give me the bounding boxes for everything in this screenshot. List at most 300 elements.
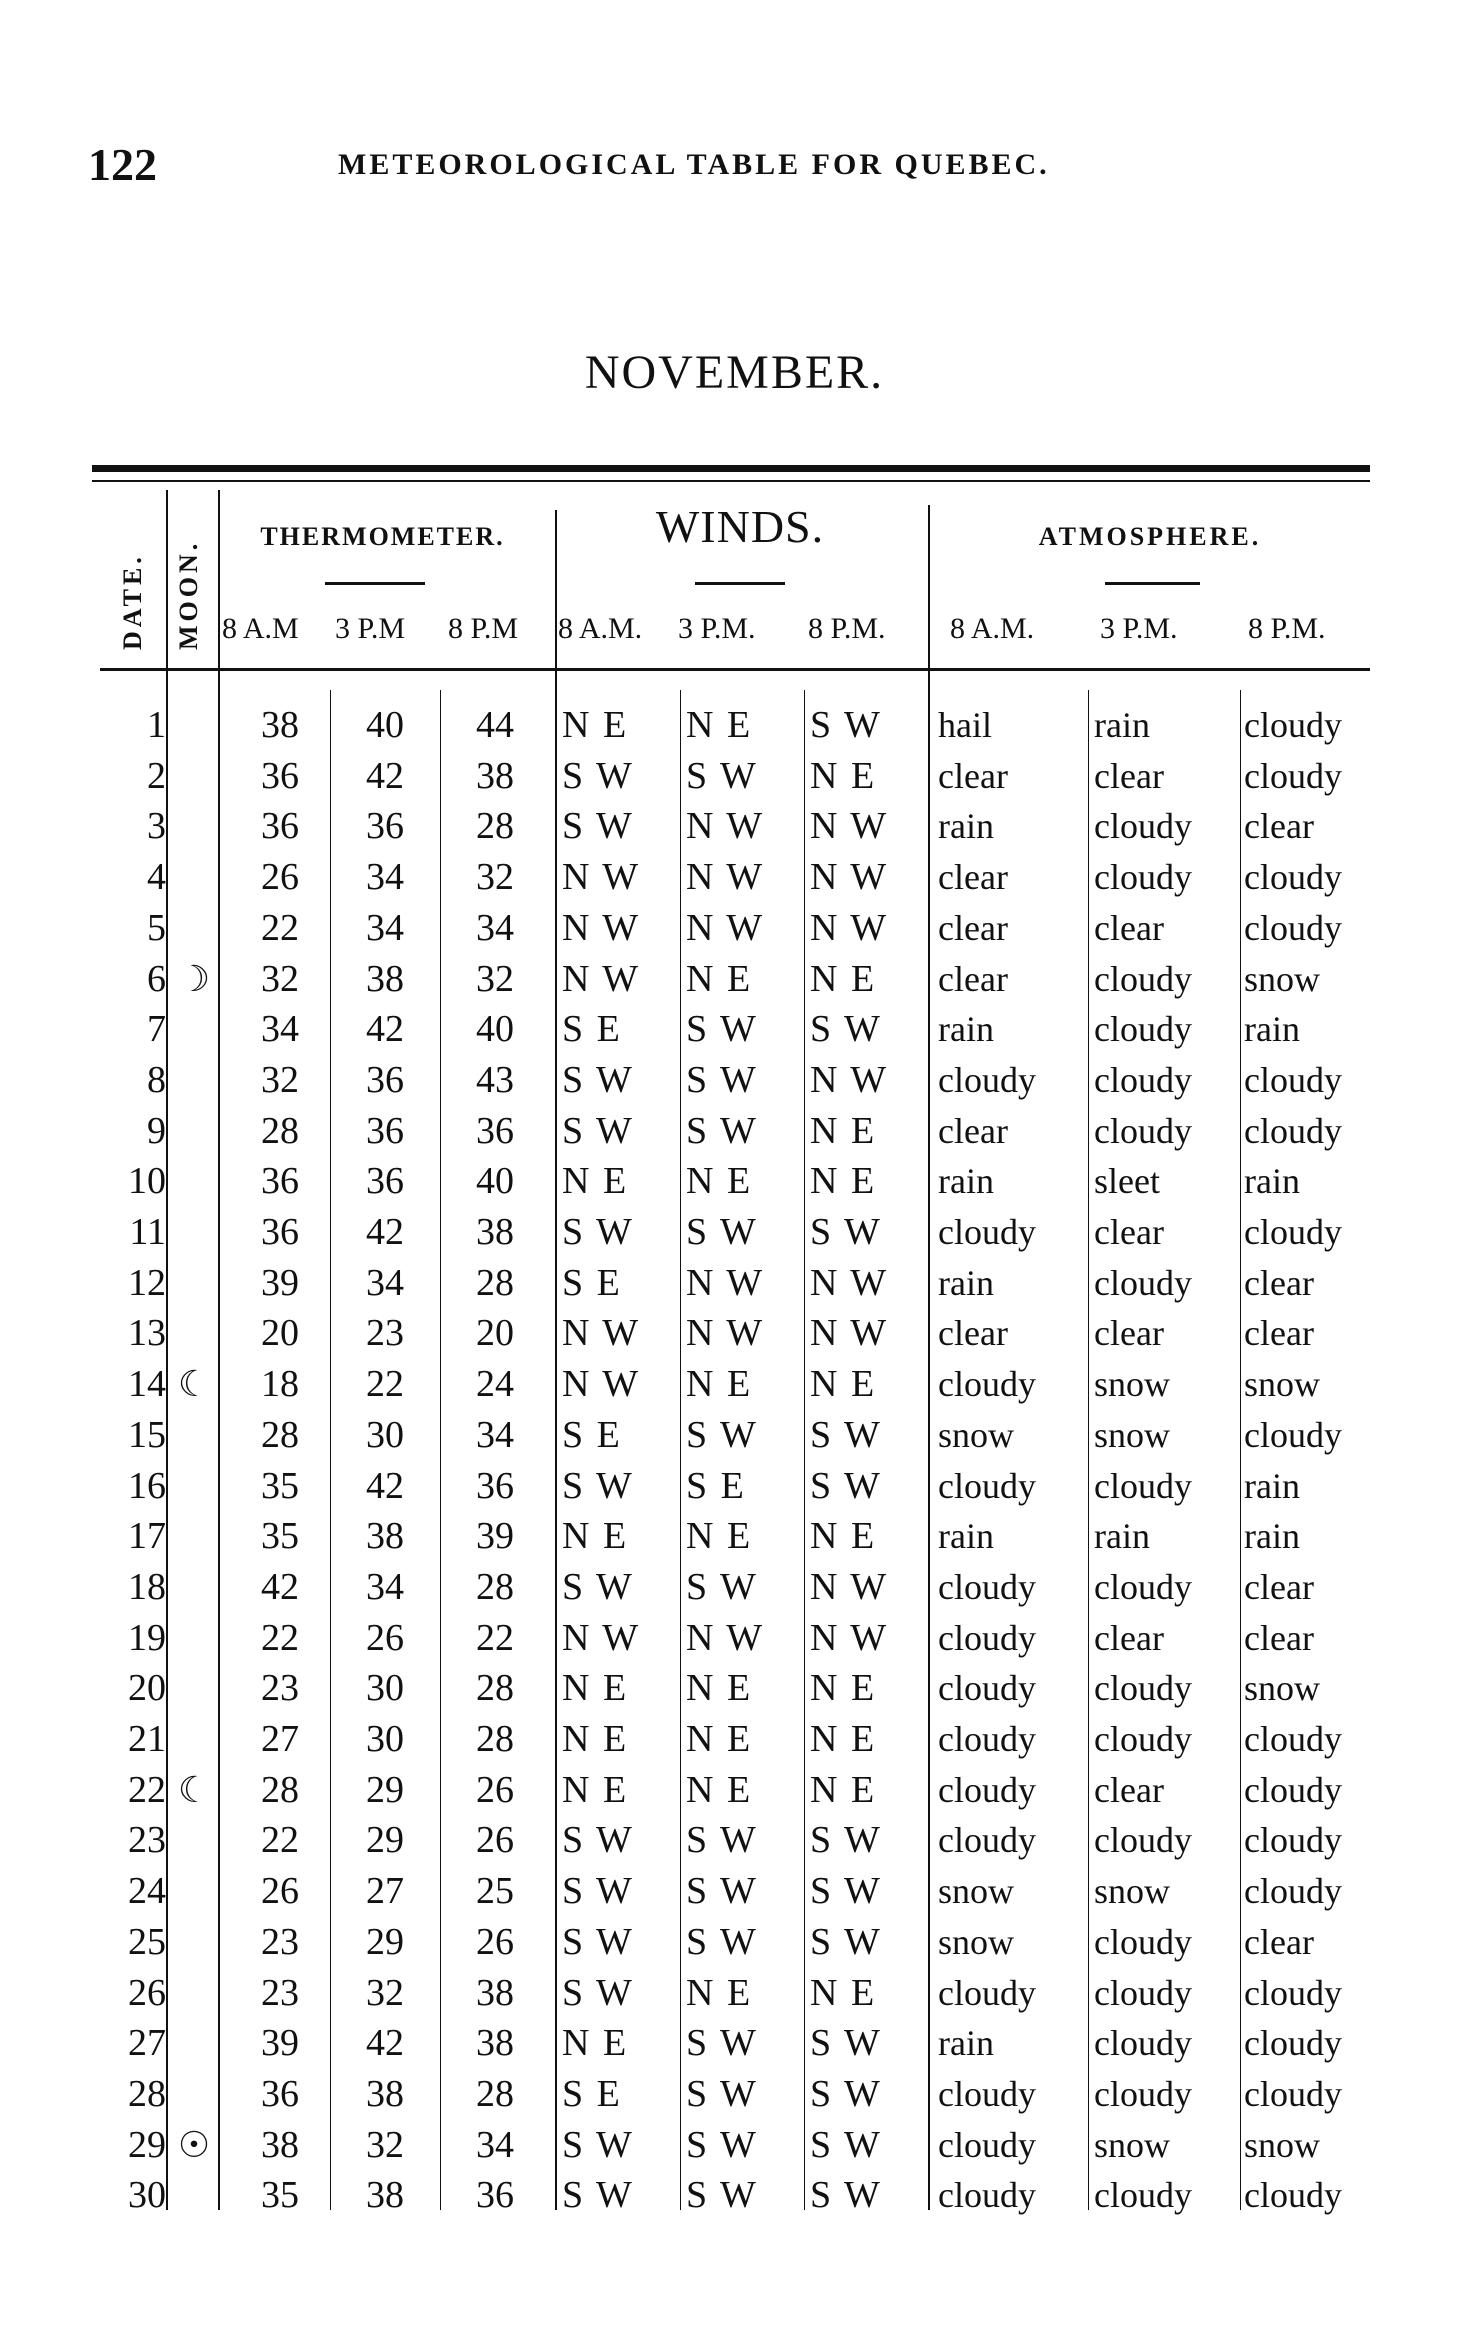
atmosphere-3pm-cell: clear (1094, 1769, 1164, 1810)
moon-phase-cell (172, 700, 216, 750)
wind-8pm-cell: N E (810, 1667, 877, 1710)
thermometer-8pm-cell: 36 (476, 2174, 514, 2217)
thermometer-time-8pm: 8 P.M (448, 612, 519, 645)
wind-8am-cell: N E (562, 1667, 629, 1710)
wind-8am-cell: N E (562, 704, 629, 746)
atmosphere-8am-cell: rain (938, 806, 994, 847)
running-head: METEOROLOGICAL TABLE FOR QUEBEC. (338, 148, 1050, 181)
thermometer-8am-cell: 35 (261, 2174, 299, 2217)
wind-3pm-cell: N E (686, 1667, 753, 1710)
atmosphere-8am-cell: cloudy (938, 1668, 1036, 1709)
thermometer-header: THERMOMETER. (260, 522, 505, 551)
date-cell: 4 (147, 856, 166, 899)
wind-3pm-cell: S W (686, 1008, 758, 1051)
wind-8pm-cell: N E (810, 1971, 877, 2014)
wind-8am-cell: S W (562, 805, 634, 848)
wind-3pm-cell: N W (686, 1616, 765, 1659)
thermometer-3pm-cell: 29 (366, 1920, 404, 1963)
moon-phase-cell (172, 1004, 216, 1054)
atmosphere-8pm-cell: clear (1244, 1617, 1314, 1658)
thermometer-time-8am: 8 A.M (222, 612, 299, 645)
thermometer-8am-cell: 22 (261, 1819, 299, 1862)
wind-8am-cell: S W (562, 1565, 634, 1608)
atmosphere-3pm-cell: sleet (1094, 1161, 1160, 1202)
atmosphere-8pm-cell: cloudy (1244, 1059, 1342, 1100)
atmosphere-3pm-cell: rain (1094, 705, 1150, 745)
thermometer-3pm-cell: 38 (366, 2072, 404, 2115)
table-row (0, 2120, 1469, 2170)
winds-time-8am: 8 A.M. (558, 612, 643, 645)
atmosphere-8am-cell: clear (938, 958, 1008, 999)
thermometer-8am-cell: 26 (261, 856, 299, 899)
thermometer-8am-cell: 28 (261, 1109, 299, 1152)
wind-8am-cell: S W (562, 1211, 634, 1253)
wind-8pm-cell: N E (810, 1363, 877, 1406)
wind-8pm-cell: S W (810, 1870, 882, 1913)
table-row (0, 903, 1469, 953)
thermometer-8pm-cell: 38 (476, 1971, 514, 2014)
wind-8pm-cell: N W (810, 1565, 889, 1608)
thermometer-8am-cell: 32 (261, 957, 299, 1000)
wind-8am-cell: S E (562, 1413, 622, 1456)
atmosphere-header-dash (1105, 582, 1200, 585)
month-title: NOVEMBER. (584, 346, 885, 399)
atmosphere-3pm-cell: rain (1094, 1516, 1150, 1557)
atmosphere-8am-cell: cloudy (938, 1465, 1036, 1506)
wind-3pm-cell: N W (686, 805, 765, 848)
thermometer-8pm-cell: 39 (476, 1515, 514, 1558)
atmosphere-3pm-cell: snow (1094, 2124, 1171, 2165)
date-cell: 16 (128, 1464, 166, 1507)
date-column-header: DATE. (118, 553, 147, 650)
thermometer-8am-cell: 22 (261, 906, 299, 949)
thermometer-3pm-cell: 42 (366, 754, 404, 797)
wind-8pm-cell: N W (810, 1312, 889, 1355)
wind-3pm-cell: N E (686, 1160, 753, 1203)
table-row (0, 1714, 1469, 1764)
date-cell: 9 (147, 1109, 166, 1152)
moon-phase-cell (172, 1207, 216, 1257)
atmosphere-3pm-cell: cloudy (1094, 2073, 1192, 2114)
atmosphere-3pm-cell: cloudy (1094, 2175, 1192, 2216)
thermometer-8am-cell: 36 (261, 805, 299, 848)
atmosphere-3pm-cell: cloudy (1094, 2023, 1192, 2064)
table-row (0, 1004, 1469, 1054)
date-cell: 12 (128, 1261, 166, 1304)
wind-8am-cell: N W (562, 1363, 641, 1406)
thermometer-8pm-cell: 38 (476, 1211, 514, 1253)
wind-8am-cell: N E (562, 1718, 629, 1760)
table-row (0, 1968, 1469, 2018)
thermometer-8am-cell: 26 (261, 1870, 299, 1913)
atmosphere-3pm-cell: cloudy (1094, 857, 1192, 898)
atmosphere-8pm-cell: cloudy (1244, 1871, 1342, 1912)
wind-3pm-cell: N E (686, 1971, 753, 2014)
atmosphere-8pm-cell: cloudy (1244, 755, 1342, 796)
date-cell: 22 (128, 1768, 166, 1811)
atmosphere-8pm-cell: cloudy (1244, 1110, 1342, 1151)
atmosphere-3pm-cell: cloudy (1094, 1820, 1192, 1861)
wind-8am-cell: N W (562, 957, 641, 1000)
date-cell: 15 (128, 1413, 166, 1456)
thermometer-8pm-cell: 25 (476, 1870, 514, 1913)
date-cell: 7 (147, 1008, 166, 1051)
atmosphere-3pm-cell: clear (1094, 1313, 1164, 1354)
thermometer-8am-cell: 36 (261, 1160, 299, 1203)
winds-time-3pm: 3 P.M. (678, 612, 756, 645)
atmosphere-8am-cell: cloudy (938, 1769, 1036, 1810)
atmosphere-8pm-cell: cloudy (1244, 1769, 1342, 1810)
thermometer-8pm-cell: 34 (476, 906, 514, 949)
moon-phase-cell (172, 1156, 216, 1206)
date-cell: 14 (128, 1363, 166, 1406)
wind-8am-cell: S W (562, 1920, 634, 1963)
atmosphere-8am-cell: cloudy (938, 2175, 1036, 2216)
date-cell: 10 (128, 1160, 166, 1203)
moon-phase-cell: ☽ (177, 958, 211, 999)
date-cell: 20 (128, 1667, 166, 1710)
atmosphere-8pm-cell: rain (1244, 1465, 1300, 1506)
wind-8pm-cell: N E (810, 1718, 877, 1760)
thermometer-3pm-cell: 34 (366, 856, 404, 899)
atmosphere-3pm-cell: cloudy (1094, 1921, 1192, 1962)
moon-phase-cell: ☉ (177, 2124, 211, 2165)
moon-phase-cell (172, 2018, 216, 2068)
atmosphere-3pm-cell: clear (1094, 907, 1164, 948)
thermometer-3pm-cell: 36 (366, 1109, 404, 1152)
wind-3pm-cell: S W (686, 1920, 758, 1963)
thermometer-3pm-cell: 27 (366, 1870, 404, 1913)
date-cell: 18 (128, 1565, 166, 1608)
atmosphere-8am-cell: rain (938, 1009, 994, 1050)
wind-3pm-cell: N E (686, 1768, 753, 1811)
thermometer-8am-cell: 36 (261, 2072, 299, 2115)
date-cell: 23 (128, 1819, 166, 1862)
atmosphere-8pm-cell: rain (1244, 1009, 1300, 1050)
atmosphere-8pm-cell: cloudy (1244, 1972, 1342, 2013)
date-cell: 17 (128, 1515, 166, 1558)
moon-phase-cell (172, 1917, 216, 1967)
moon-phase-cell (172, 1613, 216, 1663)
wind-3pm-cell: S W (686, 1109, 758, 1152)
atmosphere-3pm-cell: cloudy (1094, 1972, 1192, 2013)
moon-phase-cell (172, 751, 216, 801)
wind-8pm-cell: N E (810, 1768, 877, 1811)
atmosphere-3pm-cell: cloudy (1094, 1059, 1192, 1100)
wind-8am-cell: S W (562, 2174, 634, 2217)
thermometer-3pm-cell: 30 (366, 1718, 404, 1760)
wind-3pm-cell: N E (686, 957, 753, 1000)
wind-8am-cell: S W (562, 1971, 634, 2014)
atmosphere-8am-cell: cloudy (938, 1212, 1036, 1252)
wind-8pm-cell: N W (810, 906, 889, 949)
date-cell: 25 (128, 1920, 166, 1963)
wind-8am-cell: S W (562, 1819, 634, 1862)
atmosphere-8pm-cell: cloudy (1244, 1212, 1342, 1252)
wind-8am-cell: S W (562, 1464, 634, 1507)
table-row (0, 1106, 1469, 1156)
atmosphere-8am-cell: cloudy (938, 1972, 1036, 2013)
atmosphere-8am-cell: cloudy (938, 1719, 1036, 1759)
date-cell: 19 (128, 1616, 166, 1659)
date-cell: 3 (147, 805, 166, 848)
thermometer-3pm-cell: 34 (366, 1261, 404, 1304)
table-row (0, 1461, 1469, 1511)
thermometer-3pm-cell: 29 (366, 1819, 404, 1862)
thermometer-8am-cell: 18 (261, 1363, 299, 1406)
wind-8am-cell: S W (562, 1058, 634, 1101)
atmosphere-3pm-cell: cloudy (1094, 1009, 1192, 1050)
wind-8am-cell: N E (562, 2022, 629, 2065)
wind-8pm-cell: N W (810, 1616, 889, 1659)
atmosphere-8am-cell: snow (938, 1921, 1015, 1962)
moon-phase-cell (172, 2069, 216, 2119)
winds-time-8pm: 8 P.M. (808, 612, 886, 645)
thermometer-8pm-cell: 24 (476, 1363, 514, 1406)
thermometer-8am-cell: 42 (261, 1565, 299, 1608)
table-row (0, 852, 1469, 902)
thermometer-8am-cell: 35 (261, 1515, 299, 1558)
thermometer-8am-cell: 36 (261, 1211, 299, 1253)
table-row (0, 1258, 1469, 1308)
date-cell: 1 (147, 704, 166, 746)
thermometer-8pm-cell: 26 (476, 1768, 514, 1811)
wind-8pm-cell: N E (810, 1515, 877, 1558)
atmosphere-time-8am: 8 A.M. (950, 612, 1035, 645)
wind-3pm-cell: N W (686, 856, 765, 899)
thermometer-8am-cell: 34 (261, 1008, 299, 1051)
table-row (0, 1156, 1469, 1206)
thermometer-3pm-cell: 42 (366, 1464, 404, 1507)
moon-phase-cell (172, 1106, 216, 1156)
page-header (88, 138, 1388, 198)
atmosphere-3pm-cell: cloudy (1094, 1262, 1192, 1303)
date-cell: 6 (147, 957, 166, 1000)
wind-3pm-cell: N E (686, 1515, 753, 1558)
wind-3pm-cell: N E (686, 1363, 753, 1406)
wind-8pm-cell: N W (810, 856, 889, 899)
moon-phase-cell (172, 903, 216, 953)
thermometer-8pm-cell: 38 (476, 2022, 514, 2065)
thermometer-3pm-cell: 23 (366, 1312, 404, 1355)
wind-3pm-cell: N W (686, 906, 765, 949)
thermometer-8pm-cell: 32 (476, 957, 514, 1000)
thermometer-8pm-cell: 22 (476, 1616, 514, 1659)
thermometer-8pm-cell: 20 (476, 1312, 514, 1355)
wind-8pm-cell: S W (810, 1920, 882, 1963)
atmosphere-8pm-cell: cloudy (1244, 907, 1342, 948)
wind-8am-cell: S W (562, 1109, 634, 1152)
atmosphere-8am-cell: clear (938, 857, 1008, 898)
wind-3pm-cell: S W (686, 2072, 758, 2115)
wind-3pm-cell: S W (686, 2123, 758, 2166)
thermometer-8am-cell: 20 (261, 1312, 299, 1355)
atmosphere-8am-cell: clear (938, 755, 1008, 796)
moon-phase-cell (172, 1258, 216, 1308)
atmosphere-8pm-cell: rain (1244, 1516, 1300, 1557)
thermometer-8am-cell: 28 (261, 1413, 299, 1456)
atmosphere-3pm-cell: clear (1094, 755, 1164, 796)
atmosphere-8am-cell: rain (938, 1516, 994, 1557)
date-cell: 24 (128, 1870, 166, 1913)
table-row (0, 2018, 1469, 2068)
thermometer-8pm-cell: 34 (476, 2123, 514, 2166)
atmosphere-8am-cell: cloudy (938, 2073, 1036, 2114)
thermometer-8pm-cell: 26 (476, 1819, 514, 1862)
wind-8am-cell: S E (562, 2072, 622, 2115)
atmosphere-3pm-cell: cloudy (1094, 1465, 1192, 1506)
thermometer-3pm-cell: 22 (366, 1363, 404, 1406)
table-row (0, 2170, 1469, 2220)
moon-phase-cell (172, 1410, 216, 1460)
atmosphere-8pm-cell: cloudy (1244, 1414, 1342, 1455)
wind-8pm-cell: S W (810, 2174, 882, 2217)
atmosphere-3pm-cell: clear (1094, 1212, 1164, 1252)
moon-phase-cell (172, 2170, 216, 2220)
thermometer-3pm-cell: 26 (366, 1616, 404, 1659)
wind-3pm-cell: S W (686, 1565, 758, 1608)
wind-3pm-cell: N W (686, 1312, 765, 1355)
thermometer-3pm-cell: 34 (366, 906, 404, 949)
wind-8pm-cell: S W (810, 2123, 882, 2166)
thermometer-8pm-cell: 40 (476, 1160, 514, 1203)
atmosphere-8pm-cell: snow (1244, 2124, 1321, 2165)
atmosphere-3pm-cell: cloudy (1094, 806, 1192, 847)
wind-8am-cell: S E (562, 1008, 622, 1051)
wind-3pm-cell: S W (686, 2174, 758, 2217)
table-row (0, 1613, 1469, 1663)
moon-phase-cell (172, 1968, 216, 2018)
table-row (0, 1663, 1469, 1713)
wind-8am-cell: N W (562, 1312, 641, 1355)
wind-8pm-cell: N W (810, 805, 889, 848)
thermometer-8am-cell: 23 (261, 1971, 299, 2014)
thermometer-8am-cell: 35 (261, 1464, 299, 1507)
moon-phase-cell: ☾ (177, 1364, 211, 1405)
wind-3pm-cell: S E (686, 1464, 746, 1507)
wind-8pm-cell: S W (810, 2022, 882, 2065)
table-row (0, 1866, 1469, 1916)
wind-8pm-cell: S W (810, 704, 882, 746)
moon-phase-cell (172, 801, 216, 851)
thermometer-8pm-cell: 38 (476, 754, 514, 797)
atmosphere-8am-cell: cloudy (938, 1364, 1036, 1405)
thermometer-8pm-cell: 34 (476, 1413, 514, 1456)
thermometer-8am-cell: 39 (261, 2022, 299, 2065)
thermometer-8pm-cell: 44 (476, 704, 514, 746)
wind-8am-cell: S W (562, 1870, 634, 1913)
wind-3pm-cell: S W (686, 1058, 758, 1101)
thermometer-time-3pm: 3 P.M (335, 612, 406, 645)
thermometer-8pm-cell: 28 (476, 805, 514, 848)
atmosphere-time-3pm: 3 P.M. (1100, 612, 1178, 645)
atmosphere-8am-cell: clear (938, 1110, 1008, 1151)
wind-8pm-cell: S W (810, 1008, 882, 1051)
table-row (0, 700, 1469, 750)
winds-header-dash (695, 582, 785, 585)
atmosphere-8pm-cell: clear (1244, 1566, 1314, 1607)
wind-8am-cell: N W (562, 856, 641, 899)
atmosphere-8pm-cell: snow (1244, 1364, 1321, 1405)
wind-8am-cell: S W (562, 2123, 634, 2166)
thermometer-3pm-cell: 42 (366, 1008, 404, 1051)
moon-phase-cell (172, 1714, 216, 1764)
table-row (0, 1917, 1469, 1967)
atmosphere-8am-cell: cloudy (938, 1617, 1036, 1658)
atmosphere-8pm-cell: cloudy (1244, 2175, 1342, 2216)
atmosphere-8pm-cell: snow (1244, 958, 1321, 999)
thermometer-8pm-cell: 28 (476, 1667, 514, 1710)
thermometer-3pm-cell: 38 (366, 1515, 404, 1558)
thermometer-3pm-cell: 29 (366, 1768, 404, 1811)
thermometer-3pm-cell: 36 (366, 1058, 404, 1101)
moon-phase-cell: ☾ (177, 1769, 211, 1810)
atmosphere-8pm-cell: clear (1244, 1262, 1314, 1303)
table-row (0, 751, 1469, 801)
thermometer-3pm-cell: 36 (366, 805, 404, 848)
atmosphere-3pm-cell: cloudy (1094, 1110, 1192, 1151)
thermometer-8am-cell: 28 (261, 1768, 299, 1811)
atmosphere-header: ATMOSPHERE. (1038, 522, 1262, 551)
table-row (0, 801, 1469, 851)
table-row (0, 1511, 1469, 1561)
thermometer-3pm-cell: 38 (366, 957, 404, 1000)
wind-8pm-cell: N E (810, 1109, 877, 1152)
wind-8pm-cell: S W (810, 1819, 882, 1862)
wind-8pm-cell: N E (810, 1160, 877, 1203)
wind-3pm-cell: S W (686, 1211, 758, 1253)
table-row (0, 1308, 1469, 1358)
atmosphere-8am-cell: cloudy (938, 1566, 1036, 1607)
date-cell: 28 (128, 2072, 166, 2115)
date-cell: 13 (128, 1312, 166, 1355)
wind-8pm-cell: N E (810, 754, 877, 797)
wind-8am-cell: N W (562, 1616, 641, 1659)
table-row (0, 954, 1469, 1004)
date-cell: 26 (128, 1971, 166, 2014)
thermometer-8pm-cell: 28 (476, 1565, 514, 1608)
date-cell: 21 (128, 1718, 166, 1760)
wind-3pm-cell: S W (686, 1870, 758, 1913)
moon-column-header: MOON. (174, 539, 203, 650)
thermometer-8pm-cell: 28 (476, 1261, 514, 1304)
thermometer-8pm-cell: 32 (476, 856, 514, 899)
date-cell: 29 (128, 2123, 166, 2166)
atmosphere-8am-cell: cloudy (938, 1820, 1036, 1861)
thermometer-8pm-cell: 36 (476, 1464, 514, 1507)
thermometer-8pm-cell: 26 (476, 1920, 514, 1963)
atmosphere-8am-cell: cloudy (938, 1059, 1036, 1100)
wind-3pm-cell: S W (686, 754, 758, 797)
date-cell: 30 (128, 2174, 166, 2217)
wind-3pm-cell: S W (686, 1819, 758, 1862)
atmosphere-8pm-cell: snow (1244, 1668, 1321, 1709)
thermometer-8am-cell: 23 (261, 1920, 299, 1963)
wind-8pm-cell: S W (810, 2072, 882, 2115)
wind-8pm-cell: S W (810, 1464, 882, 1507)
atmosphere-3pm-cell: clear (1094, 1617, 1164, 1658)
atmosphere-8am-cell: hail (938, 705, 992, 745)
wind-8pm-cell: N E (810, 957, 877, 1000)
thermometer-8pm-cell: 40 (476, 1008, 514, 1051)
wind-3pm-cell: N E (686, 704, 753, 746)
wind-8am-cell: N W (562, 906, 641, 949)
table-top-rule (92, 465, 1370, 472)
atmosphere-8am-cell: snow (938, 1414, 1015, 1455)
thermometer-3pm-cell: 30 (366, 1413, 404, 1456)
thermometer-3pm-cell: 38 (366, 2174, 404, 2217)
atmosphere-3pm-cell: cloudy (1094, 1719, 1192, 1759)
